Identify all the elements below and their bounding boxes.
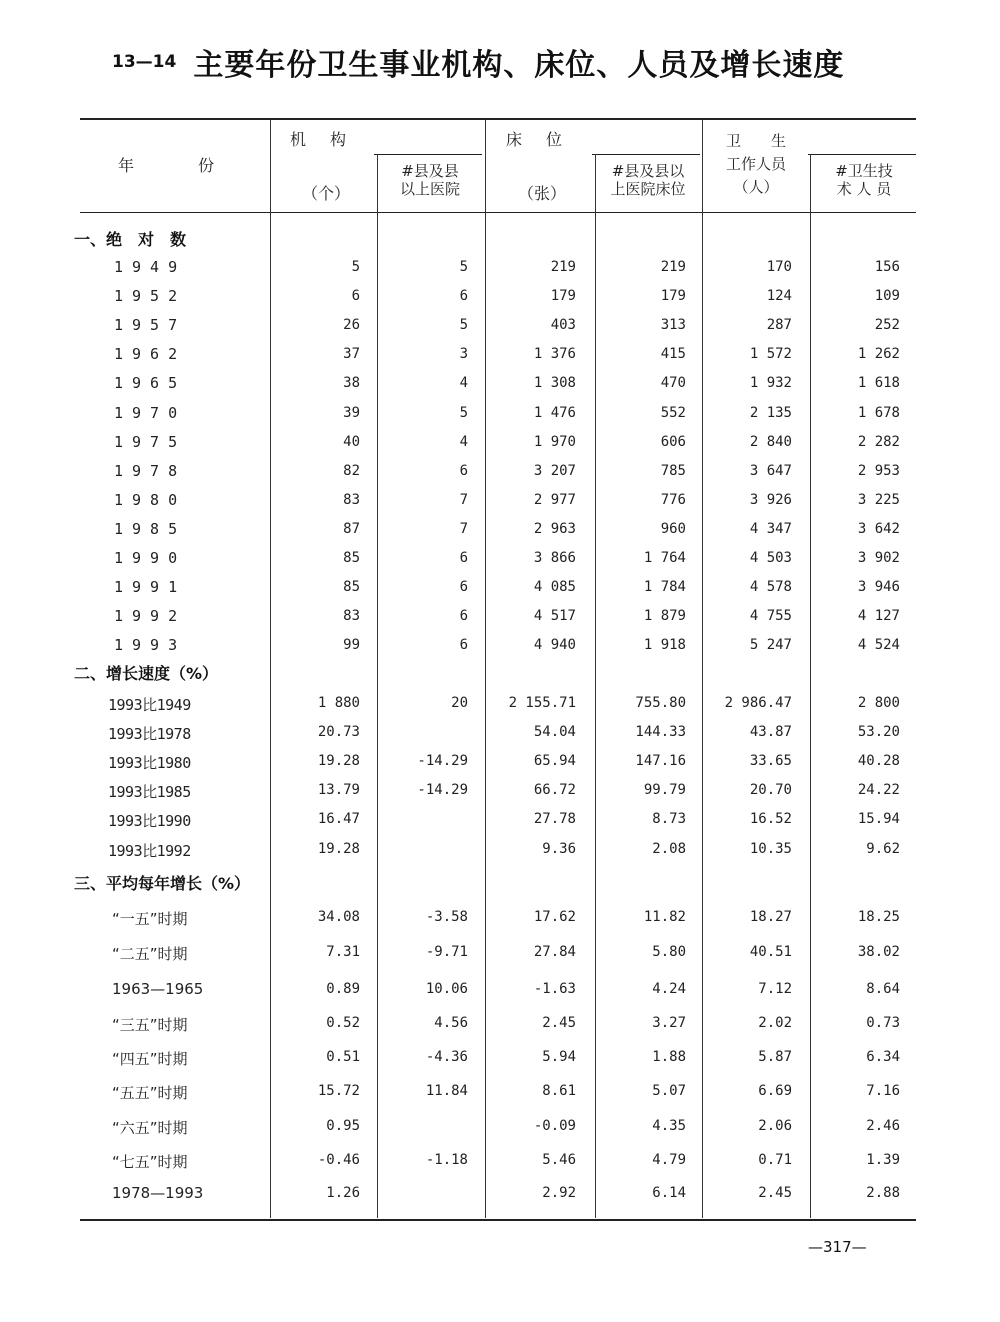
top-rule xyxy=(80,118,916,120)
table-cell: 40 xyxy=(343,434,360,450)
table-cell: 38.02 xyxy=(857,944,900,960)
table-cell: 5 xyxy=(459,317,468,333)
table-cell: 13.79 xyxy=(317,782,360,798)
table-cell: 6 xyxy=(459,550,468,566)
table-cell: 1 376 xyxy=(533,346,576,362)
table-cell: 179 xyxy=(550,288,576,304)
header-health-staff xyxy=(706,130,806,199)
table-cell: 1 308 xyxy=(533,375,576,391)
table-cell: 219 xyxy=(550,259,576,275)
table-cell: 2 840 xyxy=(749,434,792,450)
staff-sub-rule xyxy=(808,154,916,155)
table-cell: 20 xyxy=(451,695,468,711)
table-cell: 2 963 xyxy=(533,521,576,537)
table-cell: 252 xyxy=(874,317,900,333)
table-cell: 2.92 xyxy=(542,1185,576,1201)
table-cell: 19.28 xyxy=(317,841,360,857)
table-cell: 15.94 xyxy=(857,811,900,827)
table-cell: 5 xyxy=(459,259,468,275)
table-cell: -4.36 xyxy=(425,1049,468,1065)
table-cell: 1 784 xyxy=(643,579,686,595)
table-cell: 403 xyxy=(550,317,576,333)
table-cell: 83 xyxy=(343,608,360,624)
table-cell: 40.51 xyxy=(749,944,792,960)
row-label: “一五”时期 xyxy=(112,910,188,928)
table-cell: 8.73 xyxy=(652,811,686,827)
table-cell: 313 xyxy=(660,317,686,333)
table-cell: 85 xyxy=(343,579,360,595)
table-cell: 124 xyxy=(766,288,792,304)
row-label: 1993比1978 xyxy=(108,725,191,743)
table-cell: 4.24 xyxy=(652,981,686,997)
table-cell: 1.26 xyxy=(326,1185,360,1201)
table-cell: 9.36 xyxy=(542,841,576,857)
table-cell: 3 647 xyxy=(749,463,792,479)
row-label: “六五”时期 xyxy=(112,1119,188,1137)
table-cell: 6.14 xyxy=(652,1185,686,1201)
table-cell: 2 986.47 xyxy=(724,695,792,711)
header-year: 年 份 xyxy=(118,156,219,175)
table-cell: 66.72 xyxy=(533,782,576,798)
table-cell: 19.28 xyxy=(317,753,360,769)
table-cell: 1 572 xyxy=(749,346,792,362)
header-health-staff-line3: （人） xyxy=(733,178,779,196)
table-cell: 85 xyxy=(343,550,360,566)
table-cell: -0.46 xyxy=(317,1152,360,1168)
table-cell: 4 085 xyxy=(533,579,576,595)
table-cell: 1 879 xyxy=(643,608,686,624)
table-cell: 11.82 xyxy=(643,909,686,925)
table-cell: 2 282 xyxy=(857,434,900,450)
header-county-hospital-beds xyxy=(596,162,700,198)
table-cell: 144.33 xyxy=(635,724,686,740)
table-cell: 5 xyxy=(351,259,360,275)
table-cell: 1 970 xyxy=(533,434,576,450)
header-health-staff-line2: 工作人员 xyxy=(725,155,786,173)
table-cell: 156 xyxy=(874,259,900,275)
table-cell: -1.63 xyxy=(533,981,576,997)
table-cell: 54.04 xyxy=(533,724,576,740)
table-cell: 1 880 xyxy=(317,695,360,711)
table-cell: 1 932 xyxy=(749,375,792,391)
table-cell: 4 578 xyxy=(749,579,792,595)
row-label: 1980 xyxy=(114,491,187,509)
header-technical-staff xyxy=(812,162,916,198)
bottom-rule xyxy=(80,1219,916,1221)
table-cell: 1 678 xyxy=(857,405,900,421)
table-cell: 755.80 xyxy=(635,695,686,711)
header-bottom-rule xyxy=(80,212,916,213)
header-county-hospitals-line1: #县及县 xyxy=(401,162,459,180)
table-cell: 7.31 xyxy=(326,944,360,960)
table-cell: 785 xyxy=(660,463,686,479)
table-cell: 3 225 xyxy=(857,492,900,508)
table-cell: 7.16 xyxy=(866,1083,900,1099)
table-cell: 179 xyxy=(660,288,686,304)
row-label: “三五”时期 xyxy=(112,1016,188,1034)
row-label: 1990 xyxy=(114,549,187,567)
row-label: 1978—1993 xyxy=(112,1184,204,1202)
header-institutions-unit: （个） xyxy=(302,184,351,203)
table-cell: 2.45 xyxy=(542,1015,576,1031)
row-label: 1991 xyxy=(114,578,187,596)
table-cell: 3 866 xyxy=(533,550,576,566)
table-cell: 147.16 xyxy=(635,753,686,769)
table-cell: 1 918 xyxy=(643,637,686,653)
table-cell: 3.27 xyxy=(652,1015,686,1031)
table-cell: 2 977 xyxy=(533,492,576,508)
table-cell: 53.20 xyxy=(857,724,900,740)
table-cell: 6 xyxy=(459,579,468,595)
table-cell: 415 xyxy=(660,346,686,362)
table-cell: 39 xyxy=(343,405,360,421)
table-cell: 37 xyxy=(343,346,360,362)
table-cell: 17.62 xyxy=(533,909,576,925)
row-label: 1978 xyxy=(114,462,187,480)
header-technical-staff-line2: 术 人 员 xyxy=(836,180,892,198)
table-cell: 4.79 xyxy=(652,1152,686,1168)
header-county-hospitals-line2: 以上医院 xyxy=(399,180,460,198)
table-cell: 6 xyxy=(351,288,360,304)
row-label: 1963—1965 xyxy=(112,980,204,998)
table-cell: 3 902 xyxy=(857,550,900,566)
table-cell: 99.79 xyxy=(643,782,686,798)
table-cell: 87 xyxy=(343,521,360,537)
table-cell: 470 xyxy=(660,375,686,391)
table-title-text: 主要年份卫生事业机构、床位、人员及增长速度 xyxy=(193,48,845,83)
header-beds: 床 位 xyxy=(506,130,567,149)
header-technical-staff-line1: #卫生技 xyxy=(835,162,893,180)
table-cell: 4 755 xyxy=(749,608,792,624)
table-cell: 7.12 xyxy=(758,981,792,997)
table-cell: 2.06 xyxy=(758,1118,792,1134)
row-label: 1993比1949 xyxy=(108,696,191,714)
header-county-hospital-beds-line1: #县及县以 xyxy=(611,162,685,180)
table-cell: 2 155.71 xyxy=(508,695,576,711)
table-cell: 27.84 xyxy=(533,944,576,960)
table-cell: 0.89 xyxy=(326,981,360,997)
table-cell: 4 347 xyxy=(749,521,792,537)
table-cell: 40.28 xyxy=(857,753,900,769)
table-cell: 27.78 xyxy=(533,811,576,827)
table-cell: 5.46 xyxy=(542,1152,576,1168)
row-label: 1993比1992 xyxy=(108,842,191,860)
table-cell: 170 xyxy=(766,259,792,275)
table-cell: 2 800 xyxy=(857,695,900,711)
table-cell: 109 xyxy=(874,288,900,304)
table-cell: 10.06 xyxy=(425,981,468,997)
table-cell: 2 135 xyxy=(749,405,792,421)
table-cell: 7 xyxy=(459,521,468,537)
table-cell: 34.08 xyxy=(317,909,360,925)
table-cell: 2 953 xyxy=(857,463,900,479)
row-label: 1992 xyxy=(114,607,187,625)
table-cell: 219 xyxy=(660,259,686,275)
table-cell: 18.27 xyxy=(749,909,792,925)
row-label: 1993比1990 xyxy=(108,812,191,830)
table-cell: 6 xyxy=(459,288,468,304)
row-label: 1975 xyxy=(114,433,187,451)
table-cell: 4 503 xyxy=(749,550,792,566)
table-cell: -14.29 xyxy=(417,753,468,769)
table-cell: 82 xyxy=(343,463,360,479)
table-cell: -14.29 xyxy=(417,782,468,798)
table-cell: 6 xyxy=(459,637,468,653)
table-cell: 0.52 xyxy=(326,1015,360,1031)
table-cell: 4 517 xyxy=(533,608,576,624)
table-cell: 1 618 xyxy=(857,375,900,391)
table-cell: 20.70 xyxy=(749,782,792,798)
table-cell: 1.39 xyxy=(866,1152,900,1168)
table-cell: 1 476 xyxy=(533,405,576,421)
table-cell: 2.45 xyxy=(758,1185,792,1201)
table-cell: 33.65 xyxy=(749,753,792,769)
table-cell: 5.80 xyxy=(652,944,686,960)
table-cell: 20.73 xyxy=(317,724,360,740)
table-cell: 4 xyxy=(459,434,468,450)
table-cell: 5 247 xyxy=(749,637,792,653)
table-cell: 26 xyxy=(343,317,360,333)
table-cell: 0.71 xyxy=(758,1152,792,1168)
row-label: “五五”时期 xyxy=(112,1084,188,1102)
table-cell: 43.87 xyxy=(749,724,792,740)
table-cell: 2.02 xyxy=(758,1015,792,1031)
table-cell: 1 764 xyxy=(643,550,686,566)
header-county-hospitals xyxy=(378,162,482,198)
table-cell: 4 940 xyxy=(533,637,576,653)
table-cell: 4 xyxy=(459,375,468,391)
beds-sub-rule xyxy=(592,154,700,155)
table-cell: 2.08 xyxy=(652,841,686,857)
row-label: 1949 xyxy=(114,258,187,276)
table-cell: 1.88 xyxy=(652,1049,686,1065)
row-label: 1965 xyxy=(114,374,187,392)
row-label: “二五”时期 xyxy=(112,945,188,963)
table-cell: 776 xyxy=(660,492,686,508)
table-cell: 7 xyxy=(459,492,468,508)
table-cell: -3.58 xyxy=(425,909,468,925)
row-label: 1962 xyxy=(114,345,187,363)
table-cell: 3 642 xyxy=(857,521,900,537)
table-cell: 99 xyxy=(343,637,360,653)
section-absolute: 一、绝 对 数 xyxy=(74,230,187,249)
table-cell: 6 xyxy=(459,463,468,479)
table-cell: 38 xyxy=(343,375,360,391)
row-label: 1993比1985 xyxy=(108,783,191,801)
table-cell: 16.47 xyxy=(317,811,360,827)
table-cell: 16.52 xyxy=(749,811,792,827)
table-cell: 8.64 xyxy=(866,981,900,997)
inst-sub-rule xyxy=(374,154,482,155)
table-cell: 287 xyxy=(766,317,792,333)
table-cell: 5.94 xyxy=(542,1049,576,1065)
row-label: 1993比1980 xyxy=(108,754,191,772)
table-cell: 1 262 xyxy=(857,346,900,362)
section-growth: 二、增长速度（%） xyxy=(74,664,219,683)
table-cell: 4 524 xyxy=(857,637,900,653)
table-cell: 3 946 xyxy=(857,579,900,595)
row-label: 1970 xyxy=(114,404,187,422)
header-health-staff-line1: 卫 生 xyxy=(725,132,786,150)
row-label: “四五”时期 xyxy=(112,1050,188,1068)
table-cell: 83 xyxy=(343,492,360,508)
table-cell: 0.73 xyxy=(866,1015,900,1031)
table-cell: 6.34 xyxy=(866,1049,900,1065)
table-cell: 6.69 xyxy=(758,1083,792,1099)
table-cell: 2.46 xyxy=(866,1118,900,1134)
table-cell: 960 xyxy=(660,521,686,537)
table-number: 13—14 xyxy=(112,52,177,72)
table-cell: 5 xyxy=(459,405,468,421)
table-cell: 4.56 xyxy=(434,1015,468,1031)
table-cell: 5.87 xyxy=(758,1049,792,1065)
table-cell: 4.35 xyxy=(652,1118,686,1134)
table-cell: 11.84 xyxy=(425,1083,468,1099)
table-cell: 0.95 xyxy=(326,1118,360,1134)
table-cell: 3 207 xyxy=(533,463,576,479)
table-cell: 65.94 xyxy=(533,753,576,769)
header-county-hospital-beds-line2: 上医院床位 xyxy=(610,180,686,198)
table-cell: -9.71 xyxy=(425,944,468,960)
row-label: 1993 xyxy=(114,636,187,654)
row-label: 1985 xyxy=(114,520,187,538)
header-institutions: 机 构 xyxy=(290,130,351,149)
table-cell: 552 xyxy=(660,405,686,421)
table-cell: -1.18 xyxy=(425,1152,468,1168)
table-cell: 606 xyxy=(660,434,686,450)
table-cell: -0.09 xyxy=(533,1118,576,1134)
section-average: 三、平均每年增长（%） xyxy=(74,874,251,893)
table-cell: 0.51 xyxy=(326,1049,360,1065)
table-cell: 6 xyxy=(459,608,468,624)
table-cell: 3 xyxy=(459,346,468,362)
table-cell: 24.22 xyxy=(857,782,900,798)
table-cell: 3 926 xyxy=(749,492,792,508)
table-title xyxy=(112,40,844,84)
table-cell: 18.25 xyxy=(857,909,900,925)
table-cell: 15.72 xyxy=(317,1083,360,1099)
row-label: 1957 xyxy=(114,316,187,334)
table-cell: 10.35 xyxy=(749,841,792,857)
page-number: —317— xyxy=(808,1238,867,1256)
row-label: 1952 xyxy=(114,287,187,305)
row-label: “七五”时期 xyxy=(112,1153,188,1171)
table-cell: 4 127 xyxy=(857,608,900,624)
header-beds-unit: （张） xyxy=(518,184,567,203)
table-cell: 8.61 xyxy=(542,1083,576,1099)
table-cell: 9.62 xyxy=(866,841,900,857)
table-cell: 5.07 xyxy=(652,1083,686,1099)
table-cell: 2.88 xyxy=(866,1185,900,1201)
